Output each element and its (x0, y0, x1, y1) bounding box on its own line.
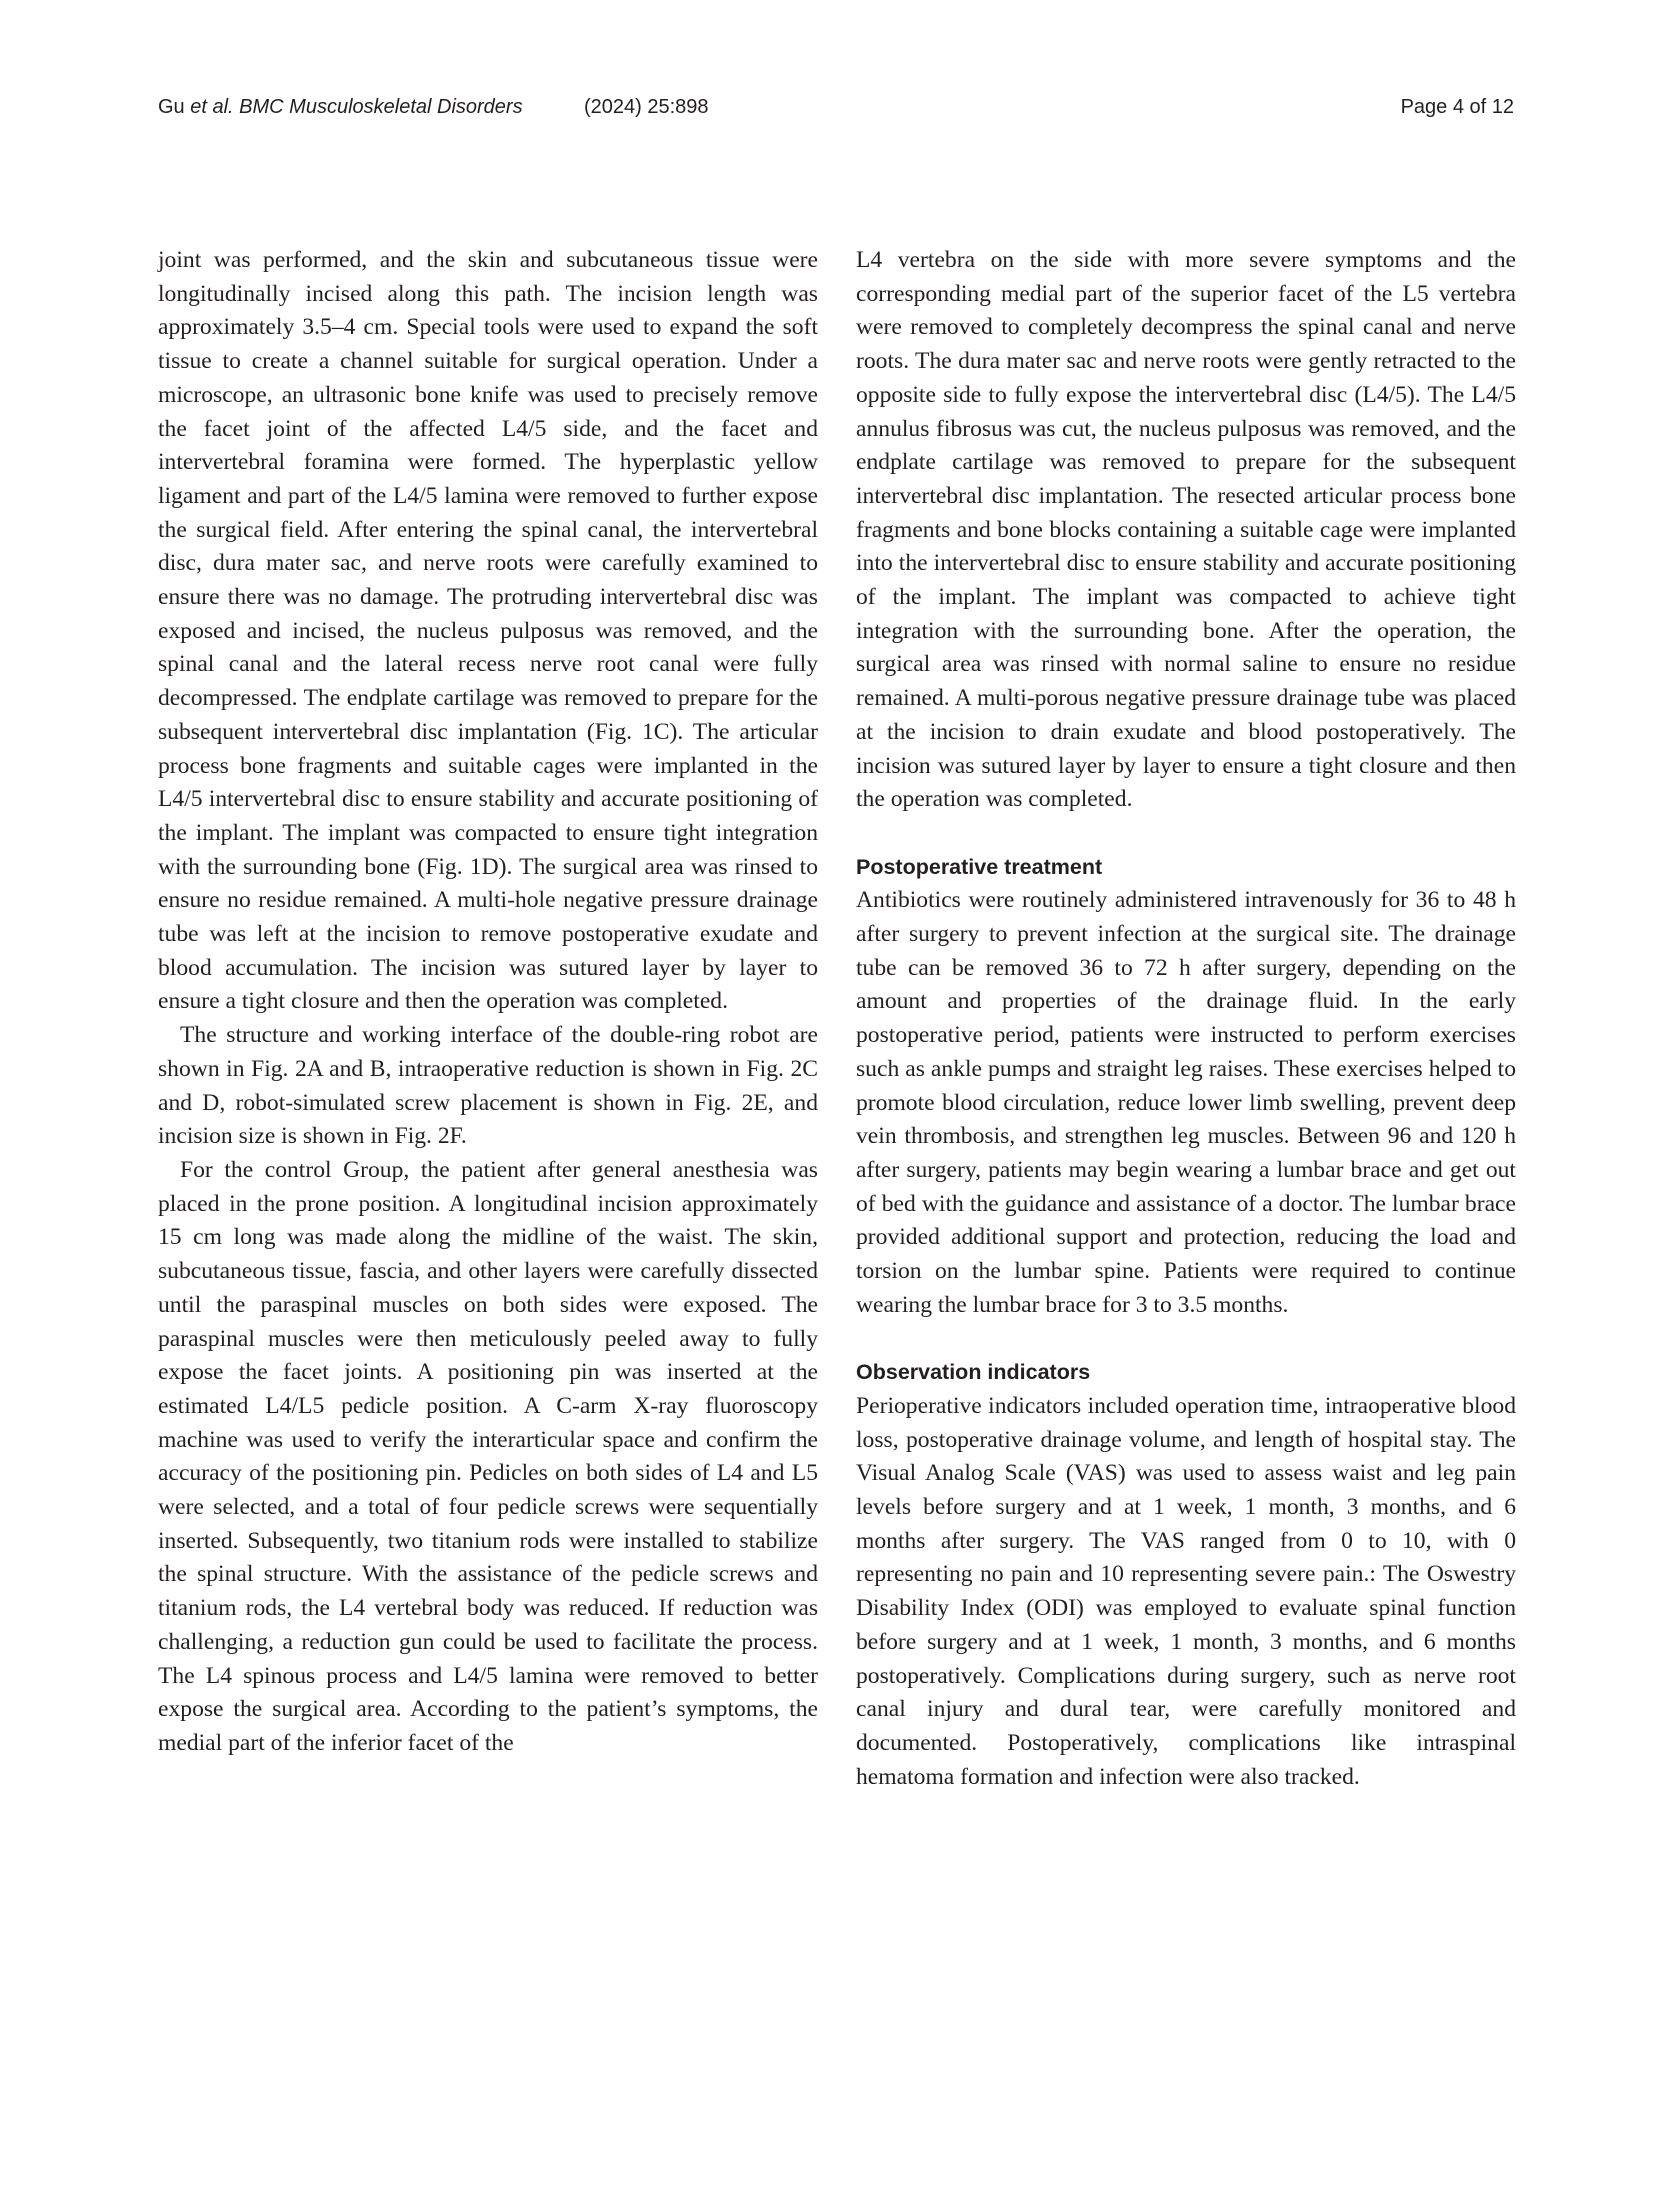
heading-postoperative-treatment: Postoperative treatment (856, 854, 1103, 879)
running-header (158, 92, 1514, 122)
right-paragraph-2: Antibiotics were routinely administered intravenously for 36 to 48 h after surgery to prevent infection at the surgical site. The drainage tube can be removed 36 to 72 h after surgery, depending on the amount and properties of the drainage fluid. In the early postoperative period, patients were instructed to perform exercises such as ankle pumps and straight leg raises. These exercises helped to promote blood circulation, reduce lower limb swelling, prevent deep vein thrombosis, and strengthen leg muscles. Between 96 and 120 h after surgery, patients may begin wearing a lumbar brace and get out of bed with the guidance and assistance of a doctor. The lumbar brace provided additional support and protection, reducing the load and torsion on the lumbar spine. Patients were required to continue wearing the lumbar brace for 3 to 3.5 months. (856, 887, 1516, 1318)
header-authors (158, 92, 523, 122)
header-author-name: Gu (158, 96, 191, 118)
right-paragraph-3: Perioperative indicators included operation time, intraoperative blood loss, postoperative drainage volume, and length of hospital stay. The Visual Analog Scale (VAS) was used to assess waist and leg pain levels before surgery and at 1 week, 1 month, 3 months, and 6 months after surgery. The VAS ranged from 0 to 10, with 0 representing no pain and 10 representing severe pain.: The Oswestry Disability Index (ODI) was employed to evaluate spinal function before surgery and at 1 week, 1 month, 3 months, and 6 months postoperatively. Complications during surgery, such as nerve root canal injury and dural tear, were carefully monitored and documented. Postoperatively, complications like intraspinal hematoma formation and infection were also tracked. (856, 1392, 1516, 1790)
right-column (856, 244, 1516, 1794)
left-column (158, 244, 818, 1761)
left-paragraph-1: joint was performed, and the skin and subcutaneous tissue were longitudinally incised along this path. The incision length was approximately 3.5–4 cm. Special tools were used to expand the soft tissue to create a channel suitable for surgical operation. Under a microscope, an ultrasonic bone knife was used to precisely remove the facet joint of the affected L4/5 side, and the facet and intervertebral foramina were formed. The hyperplastic yellow ligament and part of the L4/5 lamina were removed to further expose the surgical field. After entering the spinal canal, the intervertebral disc, dura mater sac, and nerve roots were carefully examined to ensure there was no damage. The protruding intervertebral disc was exposed and incised, the nucleus pulposus was removed, and the spinal canal and the lateral recess nerve root canal were fully decompressed. The endplate cartilage was removed to prepare for the subsequent intervertebral disc implantation (Fig. 1C). The articular process bone fragments and suitable cages were implanted in the L4/5 intervertebral disc to ensure stability and accurate positioning of the implant. The implant was compacted to ensure tight integration with the surrounding bone (Fig. 1D). The surgical area was rinsed to ensure no residue remained. A multi-hole negative pressure drainage tube was left at the incision to remove postoperative exudate and blood accumulation. The incision was sutured layer by layer to ensure a tight closure and then the operation was completed. (158, 247, 818, 1015)
section-spacer (856, 1322, 1516, 1356)
header-et-al: et al. (190, 96, 234, 118)
section-spacer (856, 817, 1516, 851)
header-page-number: Page 4 of 12 (1400, 96, 1514, 118)
right-paragraph-1: L4 vertebra on the side with more severe symptoms and the corresponding medial part of the superior facet of the L5 vertebra were removed to completely decompress the spinal canal and nerve roots. The dura mater sac and nerve roots were gently retracted to the opposite side to fully expose the intervertebral disc (L4/5). The L4/5 annulus fibrosus was cut, the nucleus pulposus was removed, and the endplate cartilage was removed to prepare for the subsequent intervertebral disc implantation. The resected articular process bone fragments and bone blocks containing a suitable cage were implanted into the intervertebral disc to ensure stability and accurate positioning of the implant. The implant was compacted to achieve tight integration with the surrounding bone. After the operation, the surgical area was rinsed with normal saline to ensure no residue remained. A multi-porous negative pressure drainage tube was placed at the incision to drain exudate and blood postoperatively. The incision was sutured layer by layer to ensure a tight closure and then the operation was completed. (856, 247, 1516, 813)
heading-observation-indicators: Observation indicators (856, 1360, 1091, 1385)
left-paragraph-3: For the control Group, the patient after general anesthesia was placed in the prone position. A longitudinal incision approximately 15 cm long was made along the midline of the waist. The skin, subcutaneous tissue, fascia, and other layers were carefully dissected until the paraspinal muscles on both sides were exposed. The paraspinal muscles were then meticulously peeled away to fully expose the facet joints. A positioning pin was inserted at the estimated L4/L5 pedicle position. A C-arm X-ray fluoroscopy machine was used to verify the interarticular space and confirm the accuracy of the positioning pin. Pedicles on both sides of L4 and L5 were selected, and a total of four pedicle screws were sequentially inserted. Subsequently, two titanium rods were installed to stabilize the spinal structure. With the assistance of the pedicle screws and titanium rods, the L4 vertebral body was reduced. If reduction was challenging, a reduction gun could be used to facilitate the process. The L4 spinous process and L4/5 lamina were removed to better expose the surgical area. According to the patient’s symptoms, the medial part of the inferior facet of the (158, 1156, 818, 1756)
header-citation: (2024) 25:898 (584, 96, 709, 118)
header-journal: BMC Musculoskeletal Disorders (233, 96, 523, 118)
left-paragraph-2: The structure and working interface of the double-ring robot are shown in Fig. 2A and B, intraoperative reduction is shown in Fig. 2C and D, robot-simulated screw placement is shown in Fig. 2E, and incision size is shown in Fig. 2F. (158, 1022, 818, 1150)
